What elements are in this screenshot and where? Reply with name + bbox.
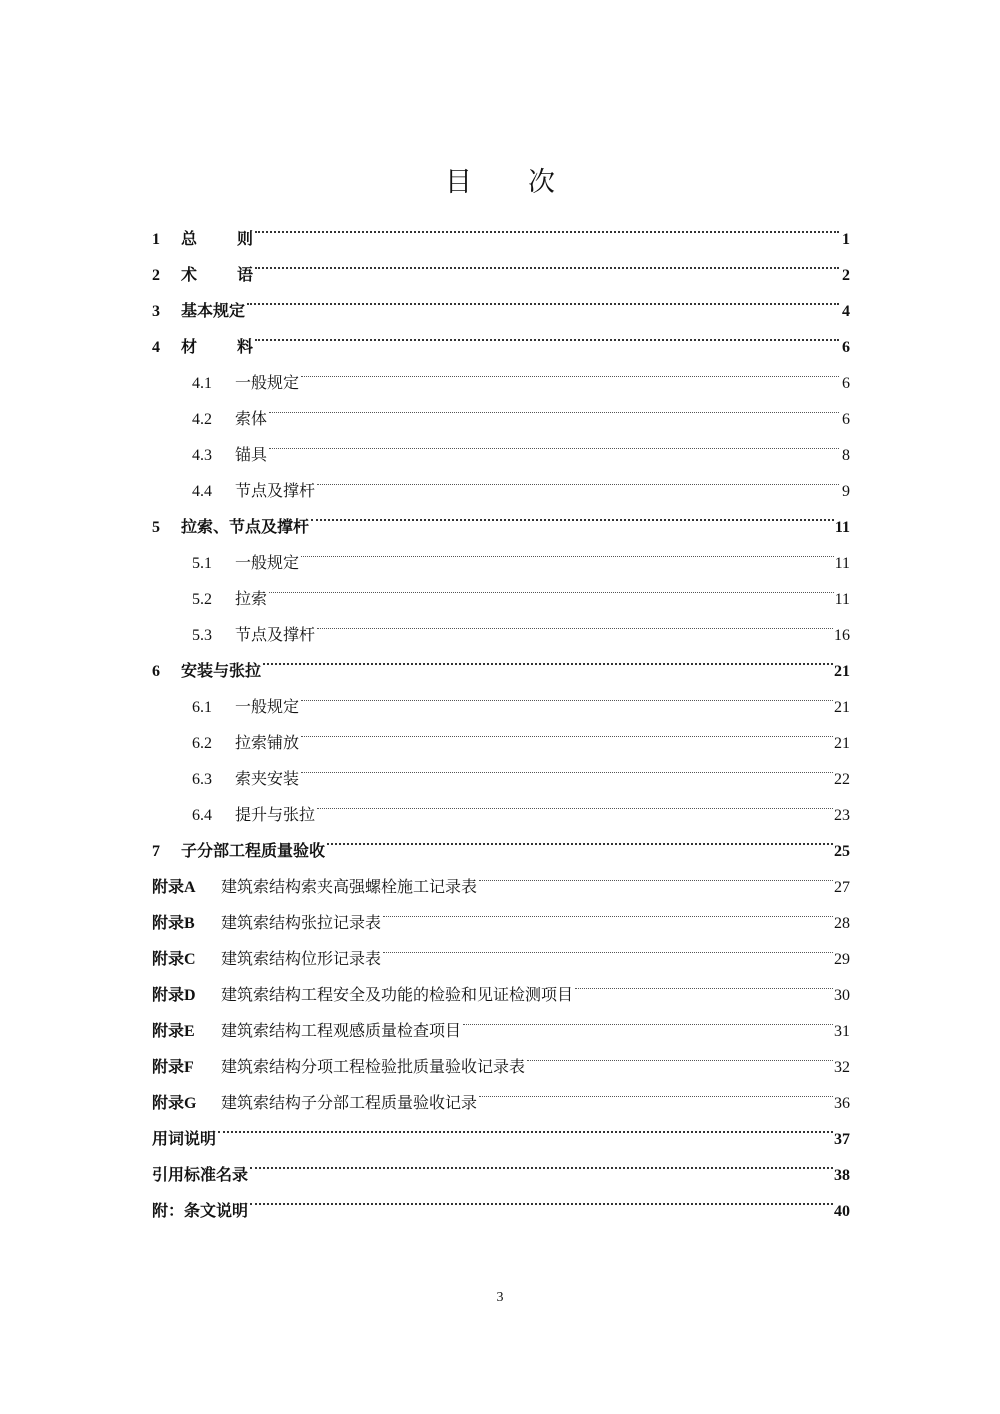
toc-chapter-entry[interactable]	[152, 316, 850, 356]
toc-entry-label: 安装与张拉	[181, 661, 262, 680]
toc-entry-page-number: 22	[834, 771, 850, 788]
dot-leader	[317, 784, 833, 820]
toc-entry-label: 用词说明	[152, 1129, 217, 1148]
toc-entry-page-number: 21	[834, 663, 850, 680]
dot-leader	[269, 388, 839, 424]
toc-entry-number: 6.1	[192, 699, 212, 716]
toc-entry-number: 4.2	[192, 411, 212, 428]
toc-entry-number: 4.4	[192, 483, 212, 500]
toc-entry-label: 建筑索结构子分部工程质量验收记录	[221, 1093, 478, 1112]
toc-entry-page-number: 40	[834, 1203, 850, 1220]
dot-leader	[327, 820, 833, 856]
toc-entry-page-number: 8	[842, 447, 850, 464]
toc-entry-label: 建筑索结构分项工程检验批质量验收记录表	[221, 1057, 526, 1076]
toc-entry-number: 5.2	[192, 591, 212, 608]
toc-entry-label: 子分部工程质量验收	[181, 841, 326, 860]
toc-entry-label: 建筑索结构张拉记录表	[221, 913, 382, 932]
toc-chapter-entry[interactable]	[152, 208, 850, 248]
toc-entry-label: 一般规定	[235, 373, 300, 392]
dot-leader	[301, 748, 833, 784]
page-number: 3	[496, 1290, 504, 1305]
toc-entry-label: 索夹安装	[235, 769, 300, 788]
toc-entry-label-char: 术	[181, 265, 198, 284]
toc-entry-number: 附录C	[152, 951, 196, 968]
dot-leader	[269, 424, 839, 460]
dot-leader	[383, 928, 833, 964]
toc-entry-number: 附录F	[152, 1059, 194, 1076]
toc-entry-page-number: 36	[834, 1095, 850, 1112]
toc-chapter-entry[interactable]	[152, 280, 850, 320]
toc-entry-page-number: 31	[834, 1023, 850, 1040]
dot-leader	[317, 460, 839, 496]
toc-entry-page-number: 25	[834, 843, 850, 860]
toc-entry-page-number: 37	[834, 1131, 850, 1148]
dot-leader	[527, 1036, 833, 1072]
toc-entry-label: 拉索铺放	[235, 733, 300, 752]
toc-entry-label-char: 语	[237, 265, 254, 284]
dot-leader	[247, 280, 839, 316]
toc-entry-number: 2	[152, 267, 160, 284]
toc-entry-page-number: 23	[834, 807, 850, 824]
toc-entry-page-number: 30	[834, 987, 850, 1004]
dot-leader	[317, 604, 833, 640]
toc-chapter-entry[interactable]	[152, 1180, 850, 1220]
dot-leader	[255, 244, 839, 280]
dot-leader	[301, 352, 839, 388]
dot-leader	[263, 640, 833, 676]
toc-entry-label	[181, 257, 253, 293]
toc-entry-number: 7	[152, 843, 160, 860]
toc-entry-page-number: 29	[834, 951, 850, 968]
toc-entry-number: 附录A	[152, 879, 196, 896]
toc-entry-label-char: 则	[237, 229, 254, 248]
toc-entry-label: 建筑索结构索夹高强螺栓施工记录表	[221, 877, 478, 896]
dot-leader	[479, 1072, 833, 1108]
toc-chapter-entry[interactable]	[152, 244, 850, 284]
page-title-char-2: 次	[528, 167, 555, 198]
toc-entry-number: 1	[152, 231, 160, 248]
toc-entry-page-number: 38	[834, 1167, 850, 1184]
toc-entry-page-number: 32	[834, 1059, 850, 1076]
toc-entry-label: 一般规定	[235, 697, 300, 716]
toc-subsection-entry[interactable]	[152, 352, 850, 392]
toc-entry-label: 一般规定	[235, 553, 300, 572]
toc-entry-label: 拉索	[235, 589, 268, 608]
toc-entry-label: 建筑索结构位形记录表	[221, 949, 382, 968]
toc-entry-number: 附录G	[152, 1095, 197, 1112]
toc-entry-label	[181, 329, 253, 365]
toc-chapter-entry[interactable]	[152, 1144, 850, 1184]
table-of-contents	[152, 208, 850, 1220]
toc-entry-number: 附录E	[152, 1023, 195, 1040]
toc-entry-number: 附录D	[152, 987, 196, 1004]
dot-leader	[301, 532, 834, 568]
toc-entry-number: 5.3	[192, 627, 212, 644]
toc-entry-number: 4.1	[192, 375, 212, 392]
toc-entry-label: 索体	[235, 409, 268, 428]
dot-leader	[250, 1144, 833, 1180]
dot-leader	[250, 1180, 833, 1216]
page-title	[0, 160, 1000, 199]
toc-entry-label	[181, 221, 253, 257]
dot-leader	[218, 1108, 833, 1144]
toc-entry-number: 6.4	[192, 807, 212, 824]
toc-entry-number: 5.1	[192, 555, 212, 572]
toc-entry-page-number: 6	[842, 375, 850, 392]
toc-entry-page-number: 6	[842, 339, 850, 356]
dot-leader	[301, 712, 833, 748]
toc-entry-number: 6.3	[192, 771, 212, 788]
toc-entry-page-number: 28	[834, 915, 850, 932]
toc-entry-label: 建筑索结构工程观感质量检查项目	[221, 1021, 462, 1040]
toc-entry-page-number: 11	[834, 555, 850, 572]
toc-entry-page-number: 11	[834, 591, 850, 608]
toc-entry-page-number: 16	[834, 627, 850, 644]
toc-entry-page-number: 27	[834, 879, 850, 896]
toc-entry-page-number: 21	[834, 699, 850, 716]
dot-leader	[575, 964, 833, 1000]
toc-entry-number: 4.3	[192, 447, 212, 464]
toc-entry-number: 5	[152, 519, 160, 536]
dot-leader	[269, 568, 834, 604]
toc-entry-label: 建筑索结构工程安全及功能的检验和见证检测项目	[221, 985, 574, 1004]
toc-entry-number: 附录B	[152, 915, 195, 932]
dot-leader	[301, 676, 833, 712]
toc-entry-label: 引用标准名录	[152, 1165, 249, 1184]
toc-entry-label: 附：条文说明	[152, 1201, 249, 1220]
dot-leader	[255, 316, 839, 352]
toc-entry-label: 提升与张拉	[235, 805, 316, 824]
toc-entry-number: 6	[152, 663, 160, 680]
toc-entry-label-char: 总	[181, 229, 198, 248]
toc-entry-page-number: 21	[834, 735, 850, 752]
dot-leader	[311, 496, 834, 532]
toc-entry-label: 锚具	[235, 445, 268, 464]
toc-entry-label: 节点及撑杆	[235, 625, 316, 644]
toc-entry-page-number: 2	[842, 267, 850, 284]
toc-entry-label: 基本规定	[181, 301, 246, 320]
toc-entry-label: 节点及撑杆	[235, 481, 316, 500]
toc-entry-page-number: 1	[842, 231, 850, 248]
dot-leader	[463, 1000, 833, 1036]
dot-leader	[479, 856, 833, 892]
dot-leader	[255, 208, 839, 244]
toc-entry-label: 拉索、节点及撑杆	[181, 517, 310, 536]
toc-entry-label-char: 料	[237, 337, 254, 356]
toc-entry-page-number: 6	[842, 411, 850, 428]
toc-entry-number: 4	[152, 339, 160, 356]
dot-leader	[383, 892, 833, 928]
toc-entry-number: 6.2	[192, 735, 212, 752]
toc-entry-page-number: 9	[842, 483, 850, 500]
toc-entry-number: 3	[152, 303, 160, 320]
toc-chapter-entry[interactable]	[152, 1108, 850, 1148]
toc-entry-page-number: 11	[834, 519, 850, 536]
toc-entry-label-char: 材	[181, 337, 198, 356]
toc-entry-page-number: 4	[842, 303, 850, 320]
page-title-char-1: 目	[445, 167, 472, 198]
